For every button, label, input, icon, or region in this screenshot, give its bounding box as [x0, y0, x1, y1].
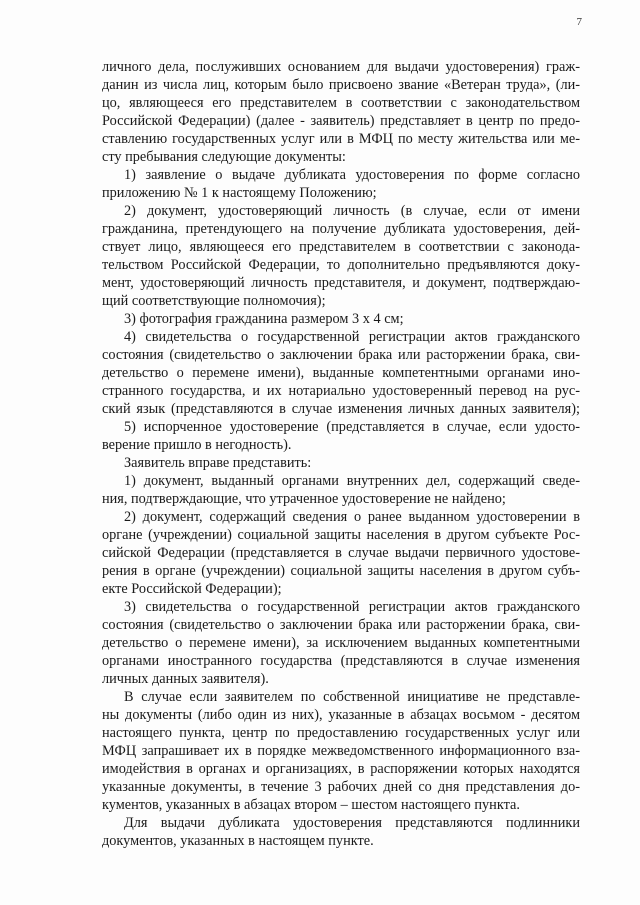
text-line: рения в органе (учреждении) социальной защиты населения в другом субъ-: [102, 563, 580, 579]
text-line: имодействия в органах и организациях, в распоряжении которых находятся: [102, 761, 580, 777]
text-line: верение пришло в негодность).: [102, 437, 292, 453]
text-line: органе (учреждении) социальной защиты населения в другом субъекте Рос-: [102, 527, 580, 543]
page-number: 7: [576, 16, 582, 28]
text-line: гражданина, претендующего на получение дубликата удостоверения, дей-: [102, 221, 580, 237]
text-line: странного государства, и их нотариально удостоверенный перевод на рус-: [102, 383, 580, 399]
text-line: 2) документ, удостоверяющий личность (в случае, если от имени: [124, 203, 580, 219]
text-line: тельством Российской Федерации, то дополнительно предъявляются доку-: [102, 257, 580, 273]
text-line: Российской Федерации) (далее - заявитель) представляет в центр по предо-: [102, 113, 580, 129]
text-line: ствует лицо, являющееся его представителем в соответствии с законода-: [102, 239, 580, 255]
text-line: приложению № 1 к настоящему Положению;: [102, 185, 377, 201]
text-line: МФЦ запрашивает их в порядке межведомственного информационного вза-: [102, 743, 580, 759]
text-line: цо, являющееся его представителем в соответствии с законодательством: [102, 95, 580, 111]
text-line: состояния (свидетельство о заключении брака или расторжении брака, сви-: [102, 347, 580, 363]
text-line: указанные документы, в течение 3 рабочих дней со дня представления до-: [102, 779, 580, 795]
text-line: ны документы (либо один из них), указанные в абзацах восьмом - десятом: [102, 707, 580, 723]
text-line: Для выдачи дубликата удостоверения представляются подлинники: [124, 815, 580, 831]
text-line: личного дела, послуживших основанием для выдачи удостоверения) граж-: [102, 59, 580, 75]
text-line: 4) свидетельства о государственной регистрации актов гражданского: [124, 329, 580, 345]
text-line: щий соответствующие полномочия);: [102, 293, 326, 309]
text-line: документов, указанных в настоящем пункте.: [102, 833, 374, 849]
text-line: 1) документ, выданный органами внутренних дел, содержащий сведе-: [124, 473, 580, 489]
text-line: екте Российской Федерации);: [102, 581, 282, 597]
text-line: детельство о перемене имени), выданные компетентными органами ино-: [102, 365, 580, 381]
text-line: мент, удостоверяющий личность представителя, и документ, подтверждаю-: [102, 275, 580, 291]
text-line: 3) свидетельства о государственной регистрации актов гражданского: [124, 599, 580, 615]
text-line: 2) документ, содержащий сведения о ранее выданном удостоверении в: [124, 509, 580, 525]
text-line: ставлению государственных услуг или в МФЦ по месту жительства или ме-: [102, 131, 580, 147]
text-line: сту пребывания следующие документы:: [102, 149, 346, 165]
text-line: 1) заявление о выдаче дубликата удостоверения по форме согласно: [124, 167, 580, 183]
text-line: ния, подтверждающие, что утраченное удостоверение не найдено;: [102, 491, 506, 507]
text-line: ский язык (представляются в случае изменения личных данных заявителя);: [102, 401, 580, 417]
text-line: кументов, указанных в абзацах втором – шестом настоящего пункта.: [102, 797, 520, 813]
text-line: сийской Федерации (представляется в случае выдачи первичного удостове-: [102, 545, 580, 561]
text-line: настоящего пункта, центр по предоставлению государственных услуг или: [102, 725, 580, 741]
text-line: Заявитель вправе представить:: [124, 455, 312, 471]
text-line: детельство о перемене имени), за исключением выданных компетентными: [102, 635, 580, 651]
text-line: данин из числа лиц, которым было присвоено звание «Ветеран труда», (ли-: [102, 77, 580, 93]
text-line: В случае если заявителем по собственной инициативе не представле-: [124, 689, 580, 705]
text-line: органами иностранного государства (представляются в случае изменения: [102, 653, 580, 669]
text-line: 5) испорченное удостоверение (представляется в случае, если удосто-: [124, 419, 580, 435]
text-line: личных данных заявителя).: [102, 671, 269, 687]
text-line: состояния (свидетельство о заключении брака или расторжении брака, сви-: [102, 617, 580, 633]
text-line: 3) фотография гражданина размером 3 х 4 см;: [124, 311, 404, 327]
